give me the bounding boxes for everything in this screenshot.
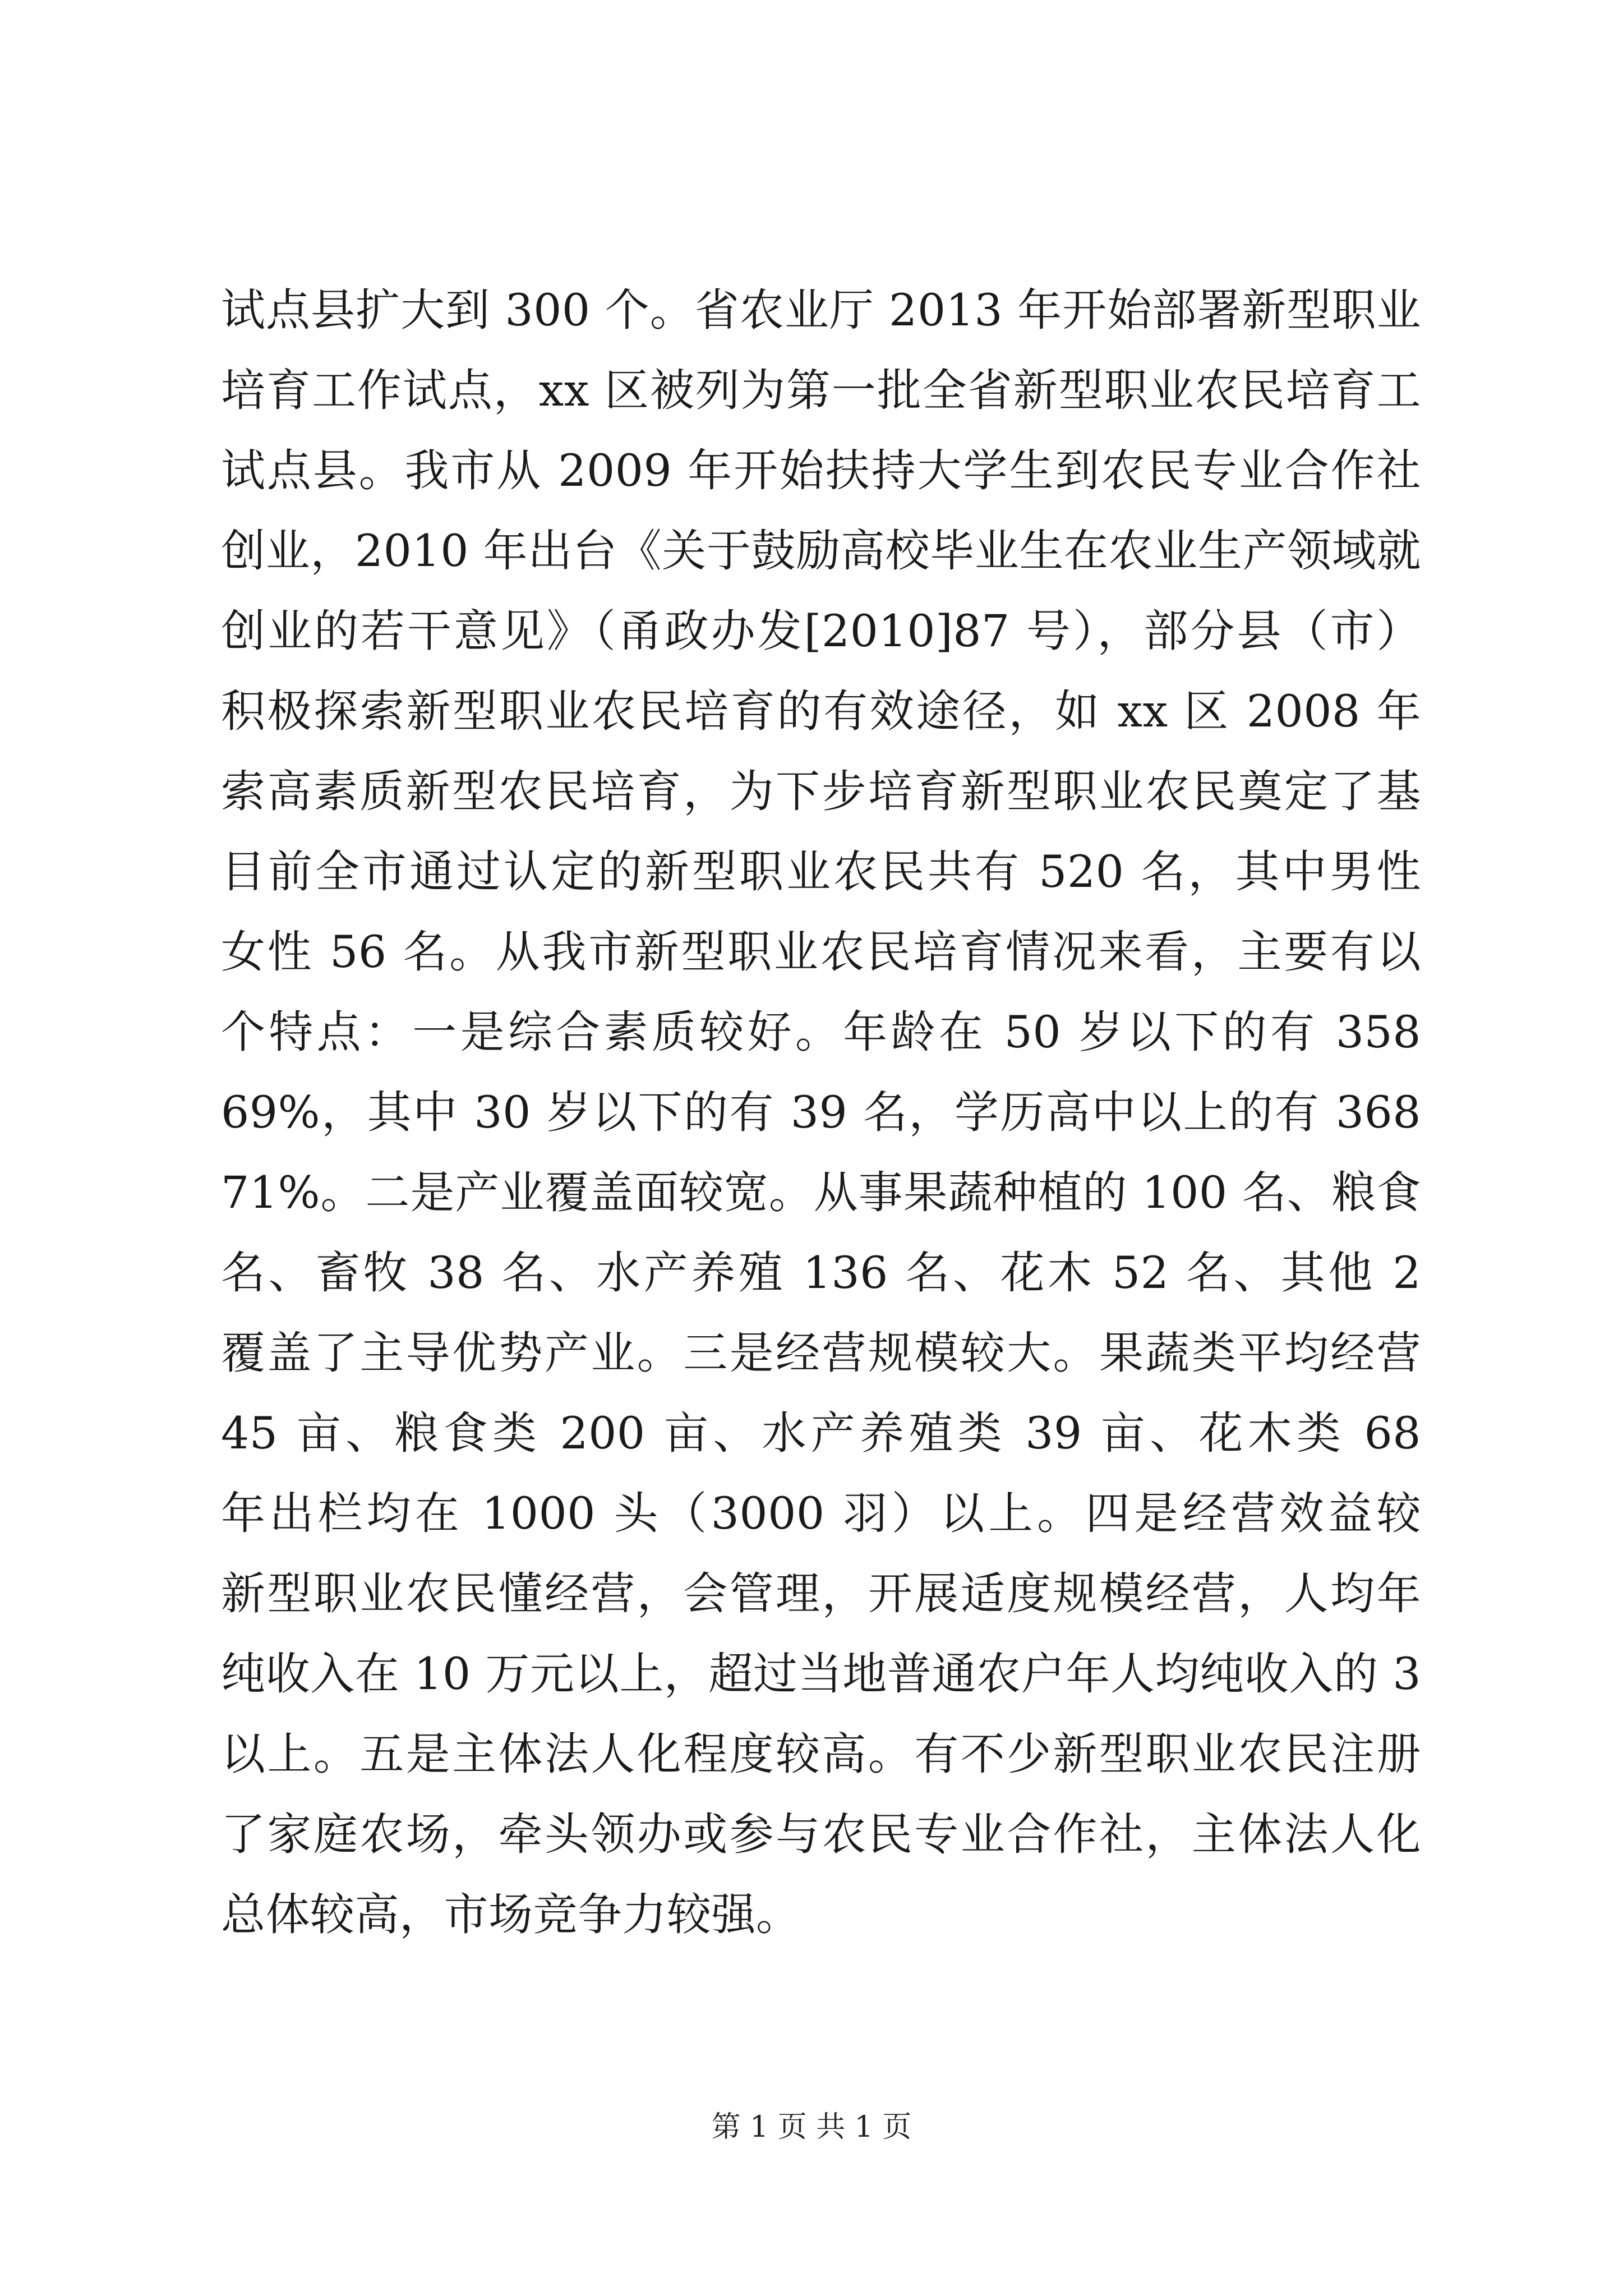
text-line: 试点县扩大到 300 个。省农业厅 2013 年开始部署新型职业	[221, 284, 1421, 336]
text-line: 以上。五是主体法人化程度较高。有不少新型职业农民注册	[221, 1728, 1421, 1780]
text-line: 新型职业农民懂经营，会管理，开展适度规模经营，人均年	[221, 1568, 1421, 1619]
text-line: 纯收入在 10 万元以上，超过当地普通农户年人均纯收入的 3	[221, 1648, 1421, 1700]
text-line: 个特点：一是综合素质较好。年龄在 50 岁以下的有 358	[221, 1006, 1421, 1058]
page-footer: 第 1 页 共 1 页	[711, 2110, 912, 2144]
text-line: 索高素质新型农民培育，为下步培育新型职业农民奠定了基	[221, 766, 1421, 817]
text-line: 45 亩、粮食类 200 亩、水产养殖类 39 亩、花木类 68	[221, 1407, 1421, 1459]
text-line: 培育工作试点，xx 区被列为第一批全省新型职业农民培育工	[221, 365, 1421, 416]
text-line: 69%，其中 30 岁以下的有 39 名，学历高中以上的有 368	[221, 1087, 1421, 1138]
text-line: 覆盖了主导优势产业。三是经营规模较大。果蔬类平均经营	[221, 1327, 1421, 1379]
text-line: 年出栏均在 1000 头（3000 羽）以上。四是经营效益较	[221, 1488, 1421, 1539]
text-line: 积极探索新型职业农民培育的有效途径，如 xx 区 2008 年	[221, 685, 1421, 737]
text-line: 试点县。我市从 2009 年开始扶持大学生到农民专业合作社	[221, 445, 1421, 496]
body-paragraph	[221, 270, 1421, 1955]
text-line: 71%。二是产业覆盖面较宽。从事果蔬种植的 100 名、粮食	[221, 1167, 1421, 1218]
text-line: 创业的若干意见》（甬政办发[2010]87 号），部分县（市）	[221, 605, 1421, 657]
text-line: 目前全市通过认定的新型职业农民共有 520 名，其中男性	[221, 846, 1421, 898]
text-line: 总体较高，市场竞争力较强。	[221, 1889, 801, 1940]
text-line: 名、畜牧 38 名、水产养殖 136 名、花木 52 名、其他 2	[221, 1247, 1421, 1299]
text-line: 女性 56 名。从我市新型职业农民培育情况来看，主要有以	[221, 926, 1421, 978]
text-line: 创业，2010 年出台《关于鼓励高校毕业生在农业生产领域就	[221, 525, 1421, 577]
text-line: 了家庭农场，牵头领办或参与农民专业合作社，主体法人化	[221, 1809, 1421, 1860]
